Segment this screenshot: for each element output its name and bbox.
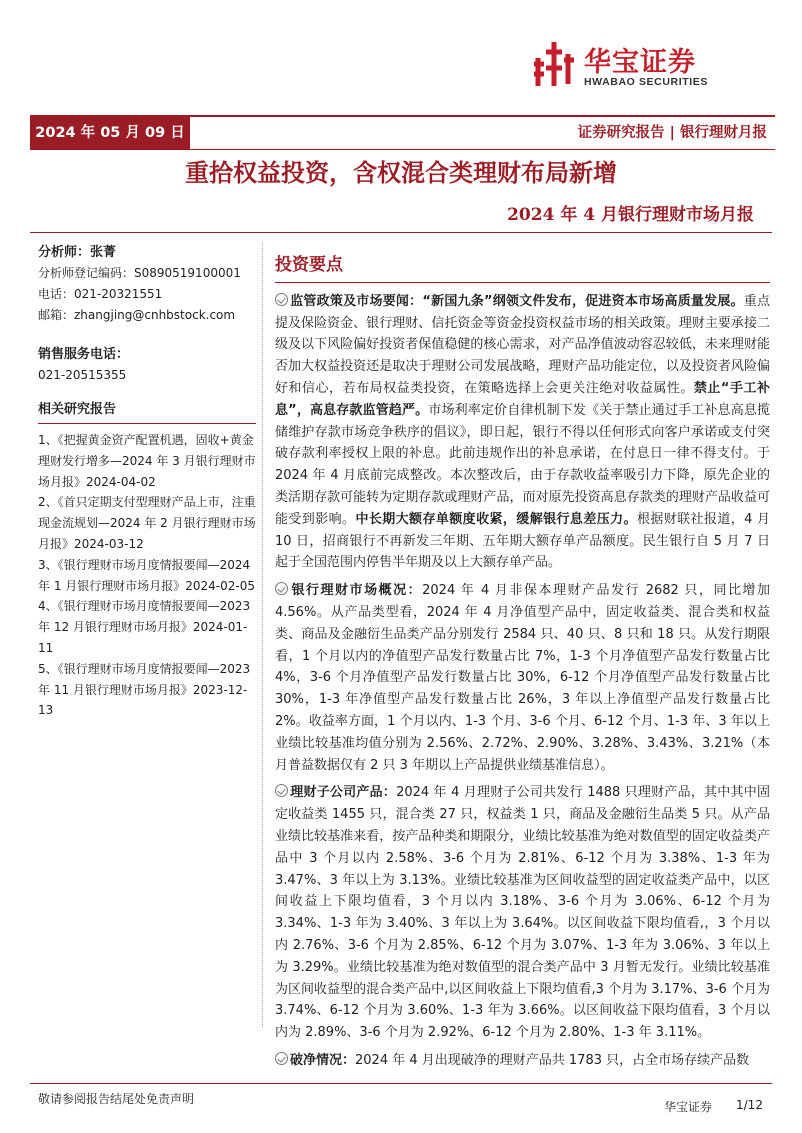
paragraph-text: 根据财联社报道，4 月 10 日，招商银行不再新发三年期、五年期大额存单产品额度。民生银行自 5 月 7 日起于全国范围内停售半年期及以上大额存单产品。 bbox=[275, 511, 770, 571]
sidebar bbox=[38, 242, 256, 721]
report-subtitle: 2024 年 4 月银行理财市场月报 bbox=[507, 205, 754, 225]
paragraph-lead: 中长期大额存单额度收紧，缓解银行息差压力。 bbox=[355, 511, 637, 527]
check-circle-icon bbox=[275, 1052, 288, 1065]
logo-cn-text: 华宝证券 bbox=[584, 47, 696, 78]
paragraph-lead: 银行理财市场概况： bbox=[290, 583, 423, 599]
title-divider bbox=[30, 232, 772, 233]
logo-en-text: HWABAO SECURITIES bbox=[584, 76, 708, 88]
related-report-item[interactable]: 3、《银行理财市场月度情报要闻—2024 年 1 月银行理财市场月报》2024-02-05 bbox=[38, 557, 256, 593]
check-circle-icon bbox=[275, 784, 288, 797]
report-date: 2024 年 05 月 09 日 bbox=[30, 117, 190, 149]
header-band bbox=[30, 115, 775, 150]
analyst-name: 分析师：张菁 bbox=[38, 245, 117, 260]
paragraph-text: 2024 年 4 月出现破净的理财产品共 1783 只，占全市场存续产品数 bbox=[355, 1052, 750, 1068]
analyst-reg-no: 分析师登记编码：S0890519100001 bbox=[38, 266, 241, 280]
paragraph-lead: 破净情况： bbox=[290, 1052, 356, 1068]
paragraph-text: 市场利率定价自律机制下发《关于禁止通过手工补息高息揽储维护存款市场竞争秩序的倡议》，即日起，银行不得以任何形式向客户承诺或支付突破存款利率授权上限的补息。此前违规作出的补息承诺，在付息日一律不得支付。于 2024 年 4 月底前完成整改。本次整改后，由于存款收益率吸引力下降，原先企业的类活期存款可能转为定期存款或理财产品，而对原先投资高息存款类的理财产品收益可能受到影响。 bbox=[275, 402, 770, 527]
related-report-item[interactable]: 2、《首只定期支付型理财产品上市，注重现金流规划—2024 年 2 月银行理财市场月报》2024-03-12 bbox=[38, 495, 256, 551]
column-divider bbox=[262, 242, 263, 1027]
paragraph-lead: 理财子公司产品： bbox=[290, 785, 397, 801]
page-number: 1/12 bbox=[736, 1098, 763, 1112]
analyst-email[interactable]: 邮箱：zhangjing@cnhbstock.com bbox=[38, 308, 236, 322]
footer-disclaimer: 敬请参阅报告结尾处免责声明 bbox=[38, 1092, 195, 1106]
related-reports-label: 相关研究报告 bbox=[38, 398, 256, 424]
paragraph-text: 2024 年 4 月非保本理财产品发行 2682 只，同比增加 4.56%。从产品类型看，2024 年 4 月净值型产品中，固定收益类、混合类和权益类、商品及金融衍生品类产品分别发行 2584 只、40 只、8 只和 18 只。从发行期限看，1 个月以内的净值型产品发行数量占比 7%，1-3 个月净值型产品发行数量占比 4%，3-6 个月净值型产品发行数量占比 30%，6-12 个月净值型产品发行数量占比 30%，1-3 年净值型产品发行数量占比 26%，3 年以上净值型产品发行数量占比 2%。收益率方面，1 个月以内、1-3 个月、3-6 个月、6-12 个月、1-3 年、3 年以上业绩比较基准均值分别为 2.56%、2.72%、2.90%、3.28%、3.43%、3.21%（本月普益数据仅有 2 只 3 年期以上产品提供业绩基准信息）。 bbox=[275, 583, 770, 773]
paragraph-lead: 监管政策及市场要闻：“新国九条”纲领文件发布，促进资本市场高质量发展。 bbox=[290, 293, 744, 309]
paragraph-text: 重点提及保险资金、银行理财、信托资金等资金投资权益市场的相关政策。理财主要承接二级及以下风险偏好投资者保值稳健的核心需求，对产品净值波动容忍较低，未来理财能否加大权益投资还是取决于理财公司发展战略，理财产品功能定位，以及投资者风险偏好和信心，若布局权益类投资，在策略选择上会更关注绝对收益属性。 bbox=[275, 293, 770, 396]
paragraph-lead: 禁止“手工补息”，高息存款监管趋严。 bbox=[275, 380, 770, 418]
footer-divider bbox=[30, 1083, 772, 1084]
analyst-phone: 电话：021-20321551 bbox=[38, 287, 163, 301]
related-report-item[interactable]: 5、《银行理财市场月度情报要闻—2023 年 11 月银行理财市场月报》2023-12-13 bbox=[38, 661, 251, 718]
report-title: 重拾权益投资，含权混合类理财布局新增 bbox=[185, 158, 617, 187]
report-type: 证券研究报告 | 银行理财月报 bbox=[577, 125, 767, 141]
company-logo bbox=[532, 38, 758, 94]
footer-brand: 华宝证券 bbox=[664, 1100, 713, 1114]
sales-label: 销售服务电话： bbox=[38, 347, 130, 362]
check-circle-icon bbox=[275, 582, 288, 595]
paragraph-subsidiary bbox=[275, 782, 770, 1044]
related-report-item[interactable]: 4、《银行理财市场月度情报要闻—2023 年 12 月银行理财市场月报》2024-01-11 bbox=[38, 599, 251, 655]
check-circle-icon bbox=[275, 293, 288, 306]
sales-phone: 021-20515355 bbox=[38, 368, 127, 382]
paragraph-text: 2024 年 4 月理财子公司共发行 1488 只理财产品，其中其中固定收益类 1455 只，混合类 27 只，权益类 1 只，商品及金融衍生品类 5 只。从产品业绩比较基准来看，按产品种类和期限分，业绩比较基准为绝对数值型的固定收益类产品中 3 个月以内 2.58%、3-6 个月为 2.81%、6-12 个月为 3.38%、1-3 年为 3.47%、3 年以上为 3.13%。业绩比较基准为区间收益型的固定收益类产品中，以区间收益上下限均值看，3 个月以内 3.18%、3-6 个月为 3.06%、6-12 个月为 3.34%、1-3 年为 3.40%、3 年以上为 3.64%。以区间收益下限均值看,，3 个月以内 2.76%、3-6 个月为 2.85%、6-12 个月为 3.07%、1-3 年为 3.06%、3 年以上为 3.29%。业绩比较基准为绝对数值型的混合类产品中 3 月暂无发行。业绩比较基准为区间收益型的混合类产品中,以区间收益上下限均值看,3 个月为 3.17%、3-6 个月为 3.74%、6-12 个月为 3.60%、1-3 年为 3.66%。以区间收益下限均值看，3 个月以内为 2.89%、3-6 个月为 2.92%、6-12 个月为 2.80%、1-3 年 3.11%。 bbox=[275, 785, 770, 1041]
section-heading: 投资要点 bbox=[275, 255, 770, 283]
paragraph-below-par bbox=[275, 1050, 770, 1072]
company-logo-icon bbox=[532, 38, 576, 90]
paragraph-market bbox=[275, 580, 770, 776]
paragraph-regulation bbox=[275, 291, 770, 574]
related-report-item[interactable]: 1、《把握黄金资产配置机遇，固收+黄金理财发行增多—2024 年 3 月银行理财市场月报》2024-04-02 bbox=[38, 433, 256, 489]
main-content bbox=[275, 255, 770, 1078]
